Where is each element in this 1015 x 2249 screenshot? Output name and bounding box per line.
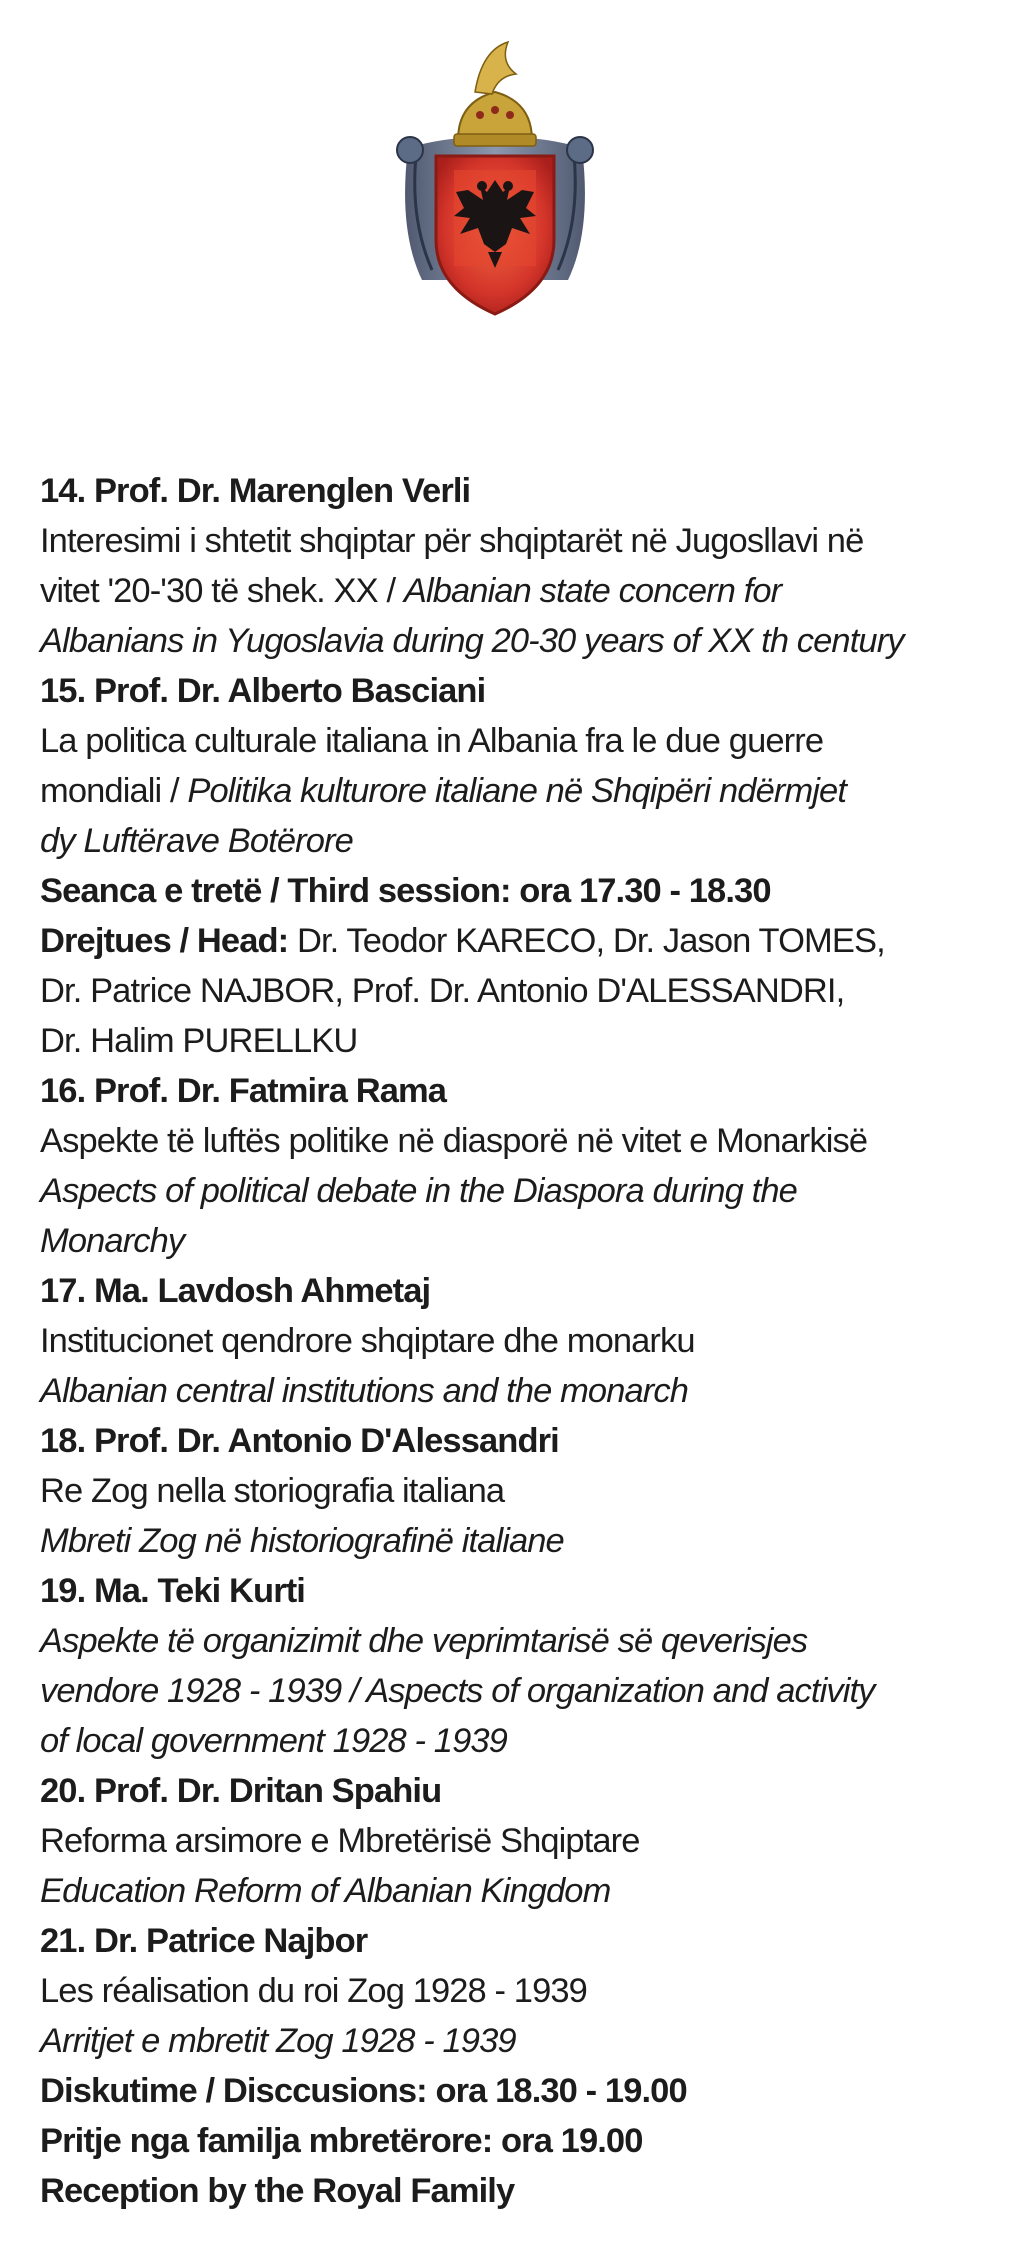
talk-title-translation: Mbreti Zog në historiografinë italiane [40,1522,564,1560]
talk-title-translation: of local government 1928 - 1939 [40,1722,507,1760]
session-chairs [40,916,1000,966]
talk-title-original: Interesimi i shtetit shqiptar për shqiptarët në Jugosllavi në [40,522,864,560]
talk-title [40,1366,1000,1416]
talk-title-translation: Education Reform of Albanian Kingdom [40,1872,611,1910]
session-heading: Pritje nga familja mbretërore: ora 19.00 [40,2122,643,2160]
talk-title [40,2016,1000,2066]
talk-title [40,1866,1000,1916]
talk-title [40,616,1000,666]
chairs-names: Dr. Teodor KARECO, Dr. Jason TOMES, [288,922,885,960]
talk-title-translation: vendore 1928 - 1939 / [40,1672,367,1710]
talk-title-original: vitet '20-'30 të shek. XX / [40,572,404,610]
talk-title [40,1516,1000,1566]
chairs-names: Dr. Halim PURELLKU [40,1022,358,1060]
talk-title [40,566,1000,616]
talk-title-original: Aspekte të luftës politike në diasporë në vitet e Monarkisë [40,1122,868,1160]
speaker-name: 17. Ma. Lavdosh Ahmetaj [40,1272,431,1310]
talk-title [40,1316,1000,1366]
talk-title-translation: Arritjet e mbretit Zog 1928 - 1939 [40,2022,516,2060]
session-chairs [40,966,1000,1016]
session-heading: Diskutime / Disccusions: ora 18.30 - 19.00 [40,2072,687,2110]
talk-title-translation: dy Luftërave Botërore [40,822,353,860]
talk-title-translation: Aspects of political debate in the Diaspora during the [40,1172,797,1210]
talk-title [40,516,1000,566]
talk-title [40,1716,1000,1766]
talk-title [40,1616,1000,1666]
talk-title-translation: Albanian central institutions and the monarch [40,1372,689,1410]
talk-title-original: Reforma arsimore e Mbretërisë Shqiptare [40,1822,640,1860]
session-heading: Reception by the Royal Family [40,2172,515,2210]
talk-title-translation: Monarchy [40,1222,185,1260]
speaker-name: 16. Prof. Dr. Fatmira Rama [40,1072,447,1110]
speaker-name: 15. Prof. Dr. Alberto Basciani [40,672,486,710]
speaker-name: 14. Prof. Dr. Marenglen Verli [40,472,471,510]
talk-title-translation: Aspects of organization and activity [366,1672,875,1710]
talk-title [40,1816,1000,1866]
talk-title [40,1166,1000,1216]
talk-title-translation: Politika kulturore italiane në Shqipëri ndërmjet [187,772,847,810]
talk-title [40,1216,1000,1266]
session-chairs [40,1016,1000,1066]
talk-title [40,1666,1000,1716]
talk-title-translation: Albanians in Yugoslavia during 20-30 years of XX th century [40,622,904,660]
speaker-name: 20. Prof. Dr. Dritan Spahiu [40,1772,442,1810]
talk-title [40,766,1000,816]
speaker-name: 19. Ma. Teki Kurti [40,1572,305,1610]
program-list [40,466,1000,2216]
speaker-name: 18. Prof. Dr. Antonio D'Alessandri [40,1422,559,1460]
talk-title-original: mondiali / [40,772,188,810]
session-heading: Seanca e tretë / Third session: ora 17.30 - 18.30 [40,872,771,910]
talk-title-translation: Aspekte të organizimit dhe veprimtarisë së qeverisjes [40,1622,808,1660]
talk-title [40,1966,1000,2016]
chairs-names: Dr. Patrice NAJBOR, Prof. Dr. Antonio D'ALESSANDRI, [40,972,845,1010]
talk-title-original: Institucionet qendrore shqiptare dhe monarku [40,1322,695,1360]
talk-title [40,1116,1000,1166]
talk-title-translation: Albanian state concern for [403,572,782,610]
talk-title-original: Les réalisation du roi Zog 1928 - 1939 [40,1972,587,2010]
albanian-royal-coat-of-arms-icon [370,30,620,330]
talk-title-original: La politica culturale italiana in Albania fra le due guerre [40,722,824,760]
speaker-name: 21. Dr. Patrice Najbor [40,1922,368,1960]
talk-title-original: Re Zog nella storiografia italiana [40,1472,505,1510]
chairs-label: Drejtues / Head: [40,922,289,960]
talk-title [40,716,1000,766]
talk-title [40,1466,1000,1516]
talk-title [40,816,1000,866]
